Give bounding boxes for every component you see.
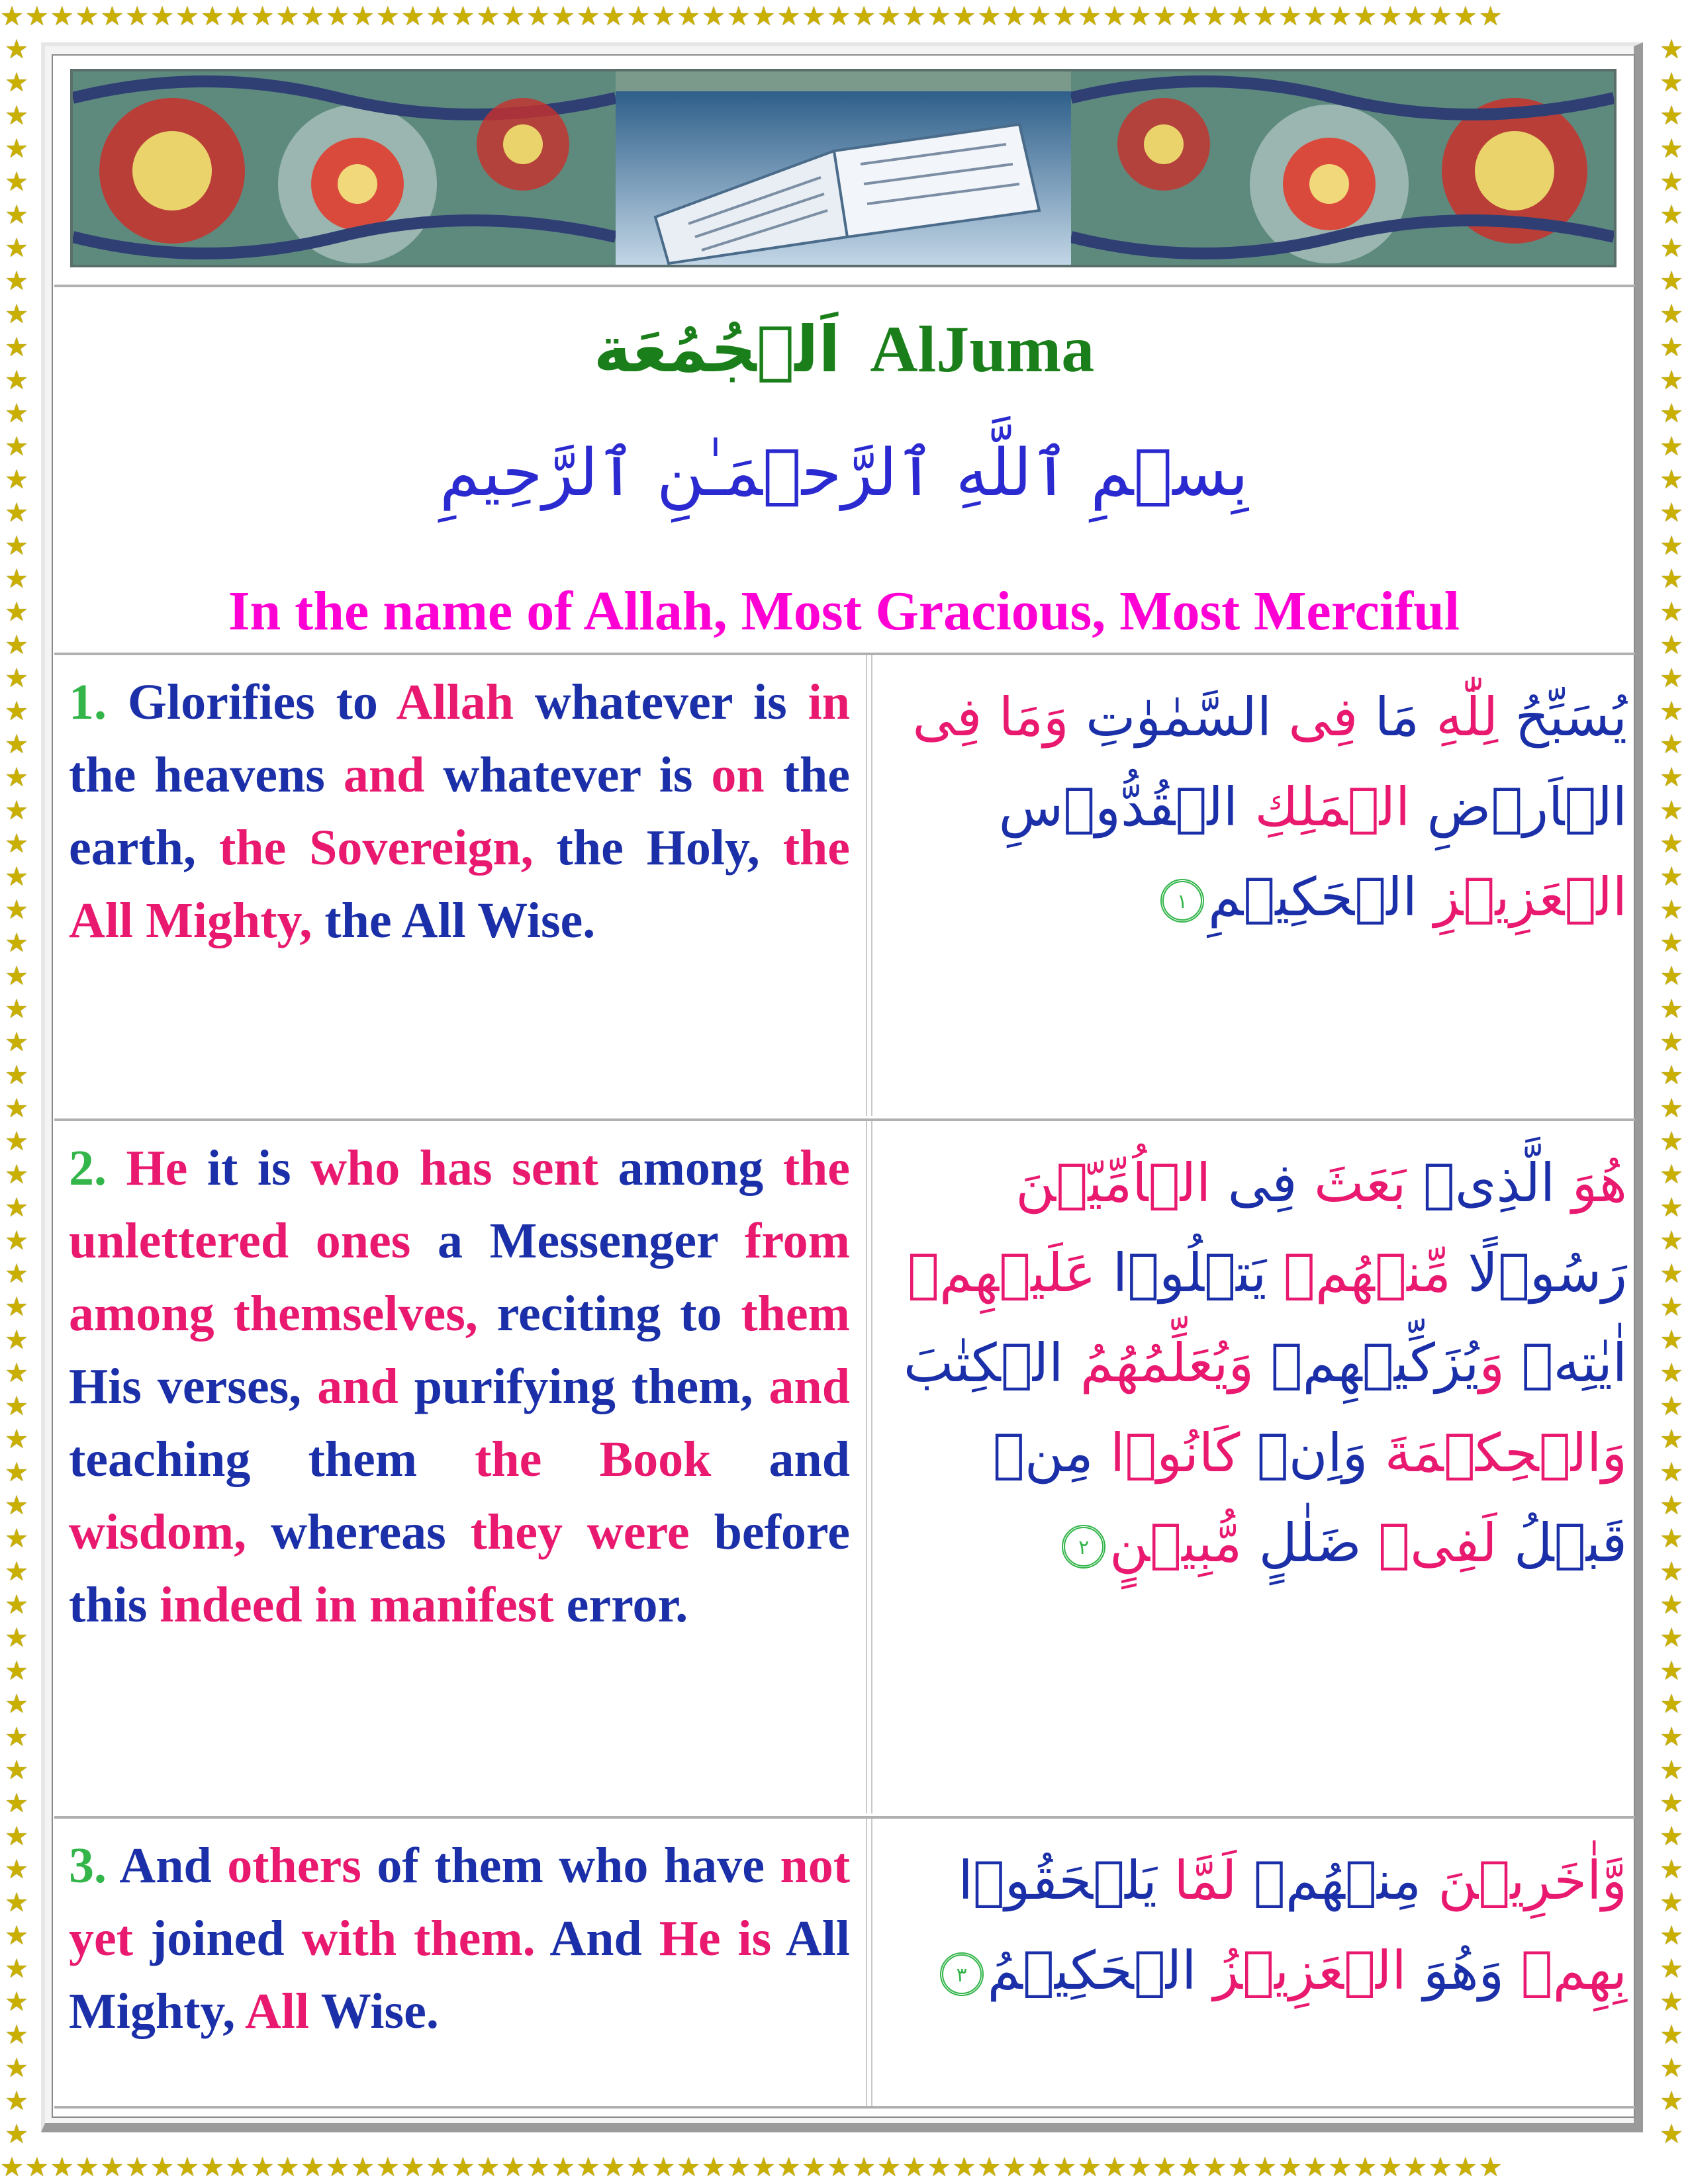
verse-arabic-word: الۡعَزِيۡزِ <box>1417 866 1627 928</box>
verse-arabic-word: يَلۡحَقُوۡا <box>958 1850 1157 1911</box>
verse-row-3 <box>54 1816 1635 2106</box>
verse-translation-text: He is <box>659 1911 772 1966</box>
verse-arabic-word: عَلَيۡهِمۡ <box>907 1242 1096 1304</box>
verse-arabic-word: يُزَكِّيۡهِمۡ <box>1254 1332 1479 1394</box>
verse-translation-text: the Sovereign, <box>218 820 534 876</box>
verse-translation-text: and <box>769 1359 851 1414</box>
column-divider <box>866 1121 872 1813</box>
verse-arabic-word: الَّذِیۡ <box>1406 1152 1556 1214</box>
column-divider <box>866 1819 872 2106</box>
verse-arabic-word: مِنۡهُمۡ <box>1237 1850 1421 1911</box>
verse-arabic-word: مَا <box>1358 686 1419 748</box>
ayah-number-marker: ١ <box>1160 879 1204 923</box>
verse-row-1 <box>54 653 1635 1116</box>
verse-translation-text: and <box>711 1432 850 1487</box>
verse-arabic-word: الۡقُدُّوۡسِ <box>998 776 1239 838</box>
verse-translation-text: teaching them <box>69 1432 475 1487</box>
verse-translation-text: the earth, <box>69 747 850 876</box>
verse-arabic-word: الۡحَكِيۡمِ <box>1207 866 1417 928</box>
verse-arabic-word: السَّمٰوٰتِ <box>1068 686 1272 748</box>
bismillah-translation: In the name of Allah, Most Gracious, Most Merciful <box>228 580 1460 642</box>
verse-number: 3. <box>69 1838 107 1893</box>
verse-arabic-word: يَتۡلُوۡا <box>1096 1242 1267 1304</box>
verse-arabic-word: وَالۡحِكۡمَةَ <box>1368 1422 1627 1484</box>
column-divider <box>866 655 872 1116</box>
verse-arabic-word: لَفِیۡ <box>1361 1512 1497 1574</box>
verse-translation-text: with them. <box>301 1911 536 1966</box>
verse-arabic-word: الۡاَرۡضِ <box>1410 776 1627 838</box>
verse-number: 1. <box>69 674 107 730</box>
verse-translation-text: among <box>598 1140 783 1196</box>
verse-translation-text: joined <box>133 1911 302 1966</box>
verse-translation-text: And <box>107 1838 228 1893</box>
right-ornament <box>1071 71 1614 265</box>
verse-arabic-word: لِلّٰهِ <box>1419 686 1499 748</box>
verse-arabic-word: مِنۡ قَبۡلُ <box>992 1422 1627 1574</box>
verse-translation-text: the All Wise. <box>312 893 596 948</box>
verse-translation-text: and <box>317 1359 399 1414</box>
verse-arabic-word: وَاِنۡ <box>1240 1422 1368 1484</box>
surah-title-arabic: اَلۡجُمُعَة <box>593 312 841 387</box>
verse-arabic-word: وَمَا <box>982 686 1069 748</box>
verse-translation-text: who has sent <box>310 1140 599 1196</box>
verse-arabic-word: بَعَثَ <box>1297 1152 1407 1214</box>
verse-arabic-word: هُوَ <box>1555 1152 1627 1214</box>
verse-arabic-word: مِّنۡهُمۡ <box>1266 1242 1451 1304</box>
verse-translation <box>69 1829 850 2048</box>
verse-translation-text: and <box>343 747 425 803</box>
verse-translation <box>69 666 850 957</box>
verse-arabic-word: فِی <box>1271 686 1358 748</box>
verse-translation-text: indeed in manifest <box>160 1577 554 1633</box>
verse-arabic-word: الۡكِتٰبَ <box>903 1332 1064 1394</box>
verse-arabic-word: بِهِمۡ <box>1504 1940 1627 2001</box>
verse-translation-text: His verses, <box>69 1359 318 1414</box>
quran-banner-illustration <box>73 71 1614 265</box>
verse-arabic-word: وَهُوَ <box>1406 1940 1505 2001</box>
star-border-left: ★★★★★★★★★★★★★★★★★★★★★★★★★★★★★★★★★★★★★★★★★★★★★★★★★★★★★★★★★★★★★★★★ <box>5 34 28 2150</box>
verse-arabic-word: وَيُعَلِّمُهُمُ <box>1063 1332 1254 1394</box>
verse-translation-text: not yet <box>69 1838 851 1966</box>
verse-arabic <box>879 672 1627 942</box>
verse-translation-text: Allah <box>396 674 514 730</box>
verse-arabic-word: الۡمَلِكِ <box>1238 776 1411 838</box>
verse-arabic-word: وَ <box>1479 1332 1505 1394</box>
verse-translation-text: whatever is <box>513 674 808 730</box>
table-bottom-border <box>54 2106 1635 2109</box>
verse-arabic-word: فِی <box>1211 1152 1297 1214</box>
verse-translation-text: in <box>808 674 850 730</box>
bismillah-arabic: بِسۡمِ ٱللَّهِ ٱلرَّحۡمَـٰنِ ٱلرَّحِيمِ <box>440 435 1248 511</box>
verse-translation-text: a Messenger <box>410 1213 745 1269</box>
verse-row-2 <box>54 1118 1635 1813</box>
verse-translation-text: the Holy, <box>533 820 783 876</box>
verse-arabic-word: ضَلٰلٍ <box>1242 1512 1362 1574</box>
verse-arabic-word: فِی <box>912 686 982 748</box>
verse-number: 2. <box>69 1140 107 1196</box>
verse-arabic-word: اٰيٰتِهٖ <box>1505 1332 1627 1394</box>
verse-translation-text: before this <box>69 1504 850 1633</box>
verse-translation-text: the heavens <box>69 747 344 803</box>
verse-arabic <box>879 1138 1627 1588</box>
verse-translation-text: All Mighty, <box>69 1911 850 2039</box>
header-banner-image <box>70 69 1617 267</box>
surah-title-english: AlJuma <box>870 312 1095 386</box>
verse-translation-text: on <box>711 747 765 803</box>
verse-translation-text: Wise. <box>309 1983 439 2039</box>
star-border-bottom: ★★★★★★★★★★★★★★★★★★★★★★★★★★★★★★★★★★★★★★★★★★★★★★★★★★★★★★★★★★★★ <box>0 2152 1504 2183</box>
verse-arabic-word: مُّبِيۡنٍ <box>1109 1512 1243 1574</box>
verse-translation-text: them <box>741 1286 850 1342</box>
verse-arabic-word: لَمَّا <box>1156 1850 1237 1911</box>
verse-translation-text: it is <box>187 1140 311 1196</box>
verse-translation-text: And <box>535 1911 659 1966</box>
verse-arabic-word: الۡحَكِيۡمُ <box>987 1940 1197 2001</box>
verse-translation-text: the Book <box>475 1432 712 1487</box>
verse-translation-text: from among themselves, <box>69 1213 850 1342</box>
verse-translation-text: whereas <box>246 1504 471 1560</box>
verse-translation-text: Glorifies to <box>107 674 397 730</box>
verse-arabic-word: كَانُوۡا <box>1093 1422 1241 1484</box>
verse-translation-text: wisdom, <box>69 1504 247 1560</box>
verse-arabic-word: يُسَبِّحُ <box>1498 686 1627 748</box>
left-ornament <box>73 71 616 265</box>
verse-translation-text: of them who have <box>361 1838 780 1893</box>
star-border-right: ★★★★★★★★★★★★★★★★★★★★★★★★★★★★★★★★★★★★★★★★★★★★★★★★★★★★★★★★★★★★★★★★ <box>1660 34 1683 2150</box>
star-border-top: ★★★★★★★★★★★★★★★★★★★★★★★★★★★★★★★★★★★★★★★★★★★★★★★★★★★★★★★★★★★★ <box>0 1 1504 32</box>
verse-arabic <box>879 1836 1627 2016</box>
verse-translation-text: they were <box>470 1504 690 1560</box>
verse-translation-text: All <box>245 1983 310 2039</box>
verse-translation-text: He <box>107 1140 188 1196</box>
verse-translation-text: whatever is <box>424 747 712 803</box>
verse-arabic-word: رَسُوۡلًا <box>1450 1242 1627 1304</box>
verse-translation-text: purifying them, <box>398 1359 769 1414</box>
verse-translation-text: error. <box>553 1577 688 1633</box>
verse-translation-text: reciting to <box>477 1286 741 1342</box>
verse-translation-text: the All Mighty, <box>69 820 850 948</box>
open-book-picture <box>616 91 1071 265</box>
verse-translation-text: the unlettered ones <box>69 1140 850 1269</box>
verse-arabic-word: الۡاُمِّیّٖنَ <box>1015 1152 1211 1214</box>
ayah-number-marker: ٣ <box>940 1952 984 1996</box>
verse-arabic-word: الۡعَزِيۡزُ <box>1196 1940 1407 2001</box>
verse-translation-text: others <box>227 1838 361 1893</box>
ayah-number-marker: ٢ <box>1062 1525 1105 1569</box>
verse-translation <box>69 1132 850 1641</box>
surah-title <box>0 310 1688 389</box>
verse-arabic-word: وَّاٰخَرِيۡنَ <box>1421 1850 1627 1911</box>
